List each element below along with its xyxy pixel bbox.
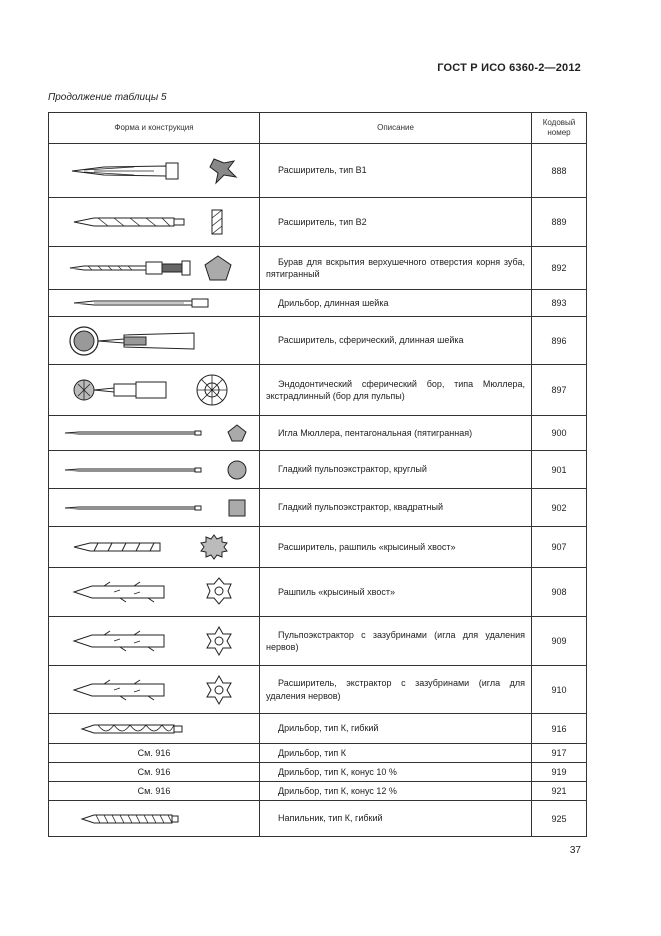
rat-tail-rasp-icon	[64, 572, 244, 612]
smooth-extractor-round-icon	[59, 458, 249, 482]
form-cell	[49, 290, 260, 317]
description-cell: Расширитель, рашпиль «крысиный хвост»	[260, 527, 532, 568]
root-canal-auger-pentagon-icon	[64, 250, 244, 286]
column-header-description: Описание	[260, 113, 532, 144]
description-cell: Дрильбор, тип К, конус 10 %	[260, 763, 532, 782]
description-cell: Расширитель, сферический, длинная шейка	[260, 317, 532, 365]
code-cell: 910	[532, 666, 587, 714]
table-row	[49, 365, 587, 416]
rat-tail-reamer-icon	[64, 531, 244, 563]
see-reference: См. 916	[49, 763, 260, 782]
description-cell: Бурав для вскрытия верхушечного отверстия корня зуба, пятигранный	[260, 247, 532, 290]
form-cell	[49, 489, 260, 527]
description-cell: Рашпиль «крысиный хвост»	[260, 568, 532, 617]
description-cell: Пульпоэкстрактор с зазубринами (игла для удаления нервов)	[260, 617, 532, 666]
code-cell: 896	[532, 317, 587, 365]
code-cell: 892	[532, 247, 587, 290]
code-cell: 917	[532, 744, 587, 763]
code-cell: 909	[532, 617, 587, 666]
table-row	[49, 451, 587, 489]
reamer-b1-icon	[64, 151, 244, 191]
table-row	[49, 198, 587, 247]
table-row	[49, 744, 587, 763]
code-cell: 919	[532, 763, 587, 782]
code-cell: 902	[532, 489, 587, 527]
spherical-reamer-icon	[64, 321, 244, 361]
form-cell	[49, 317, 260, 365]
code-cell: 889	[532, 198, 587, 247]
description-cell: Дрильбор, длинная шейка	[260, 290, 532, 317]
long-neck-drill-icon	[64, 295, 244, 311]
form-cell	[49, 714, 260, 744]
code-cell: 921	[532, 782, 587, 801]
reamer-b2-icon	[64, 205, 244, 239]
code-cell: 888	[532, 144, 587, 198]
form-cell	[49, 198, 260, 247]
flexible-drill-k-icon	[64, 720, 244, 738]
description-cell: Дрильбор, тип К, конус 12 %	[260, 782, 532, 801]
code-cell: 900	[532, 416, 587, 451]
form-cell	[49, 144, 260, 198]
table-row	[49, 666, 587, 714]
form-cell	[49, 451, 260, 489]
table-row	[49, 714, 587, 744]
description-cell: Расширитель, тип В1	[260, 144, 532, 198]
table-row	[49, 763, 587, 782]
description-cell: Расширитель, тип В2	[260, 198, 532, 247]
code-cell: 908	[532, 568, 587, 617]
barbed-broach-icon	[64, 621, 244, 661]
description-cell: Гладкий пульпоэкстрактор, квадратный	[260, 489, 532, 527]
form-cell	[49, 568, 260, 617]
code-cell: 897	[532, 365, 587, 416]
table-row	[49, 317, 587, 365]
form-cell	[49, 365, 260, 416]
description-cell: Дрильбор, тип К, гибкий	[260, 714, 532, 744]
description-cell: Игла Мюллера, пентагональная (пятигранная)	[260, 416, 532, 451]
description-cell: Гладкий пульпоэкстрактор, круглый	[260, 451, 532, 489]
table-row	[49, 568, 587, 617]
description-cell: Эндодонтический сферический бор, типа Мюллера, экстрадлинный (бор для пульпы)	[260, 365, 532, 416]
code-cell: 925	[532, 801, 587, 837]
table-row	[49, 144, 587, 198]
description-cell: Расширитель, экстрактор с зазубринами (игла для удаления нервов)	[260, 666, 532, 714]
table-header-row	[49, 113, 587, 144]
description-cell: Дрильбор, тип К	[260, 744, 532, 763]
see-reference: См. 916	[49, 744, 260, 763]
column-header-code: Кодовый номер	[532, 113, 587, 144]
table-row	[49, 247, 587, 290]
form-cell	[49, 801, 260, 837]
form-cell	[49, 247, 260, 290]
table-row	[49, 617, 587, 666]
flexible-file-k-icon	[64, 810, 244, 828]
see-reference: См. 916	[49, 782, 260, 801]
barbed-reamer-extractor-icon	[64, 670, 244, 710]
instrument-table	[48, 112, 587, 837]
table-row	[49, 527, 587, 568]
code-cell: 901	[532, 451, 587, 489]
table-continuation-caption: Продолжение таблицы 5	[48, 92, 167, 103]
muller-bur-icon	[64, 370, 244, 410]
form-cell	[49, 617, 260, 666]
smooth-extractor-square-icon	[59, 496, 249, 520]
table-row	[49, 489, 587, 527]
table-row	[49, 416, 587, 451]
form-cell	[49, 416, 260, 451]
code-cell: 907	[532, 527, 587, 568]
table-row	[49, 801, 587, 837]
table-row	[49, 782, 587, 801]
standard-header: ГОСТ Р ИСО 6360-2—2012	[437, 62, 581, 74]
code-cell: 916	[532, 714, 587, 744]
column-header-form: Форма и конструкция	[49, 113, 260, 144]
muller-needle-pentagon-icon	[59, 422, 249, 444]
form-cell	[49, 527, 260, 568]
page-number: 37	[569, 845, 581, 856]
form-cell	[49, 666, 260, 714]
code-cell: 893	[532, 290, 587, 317]
table-row	[49, 290, 587, 317]
description-cell: Напильник, тип К, гибкий	[260, 801, 532, 837]
